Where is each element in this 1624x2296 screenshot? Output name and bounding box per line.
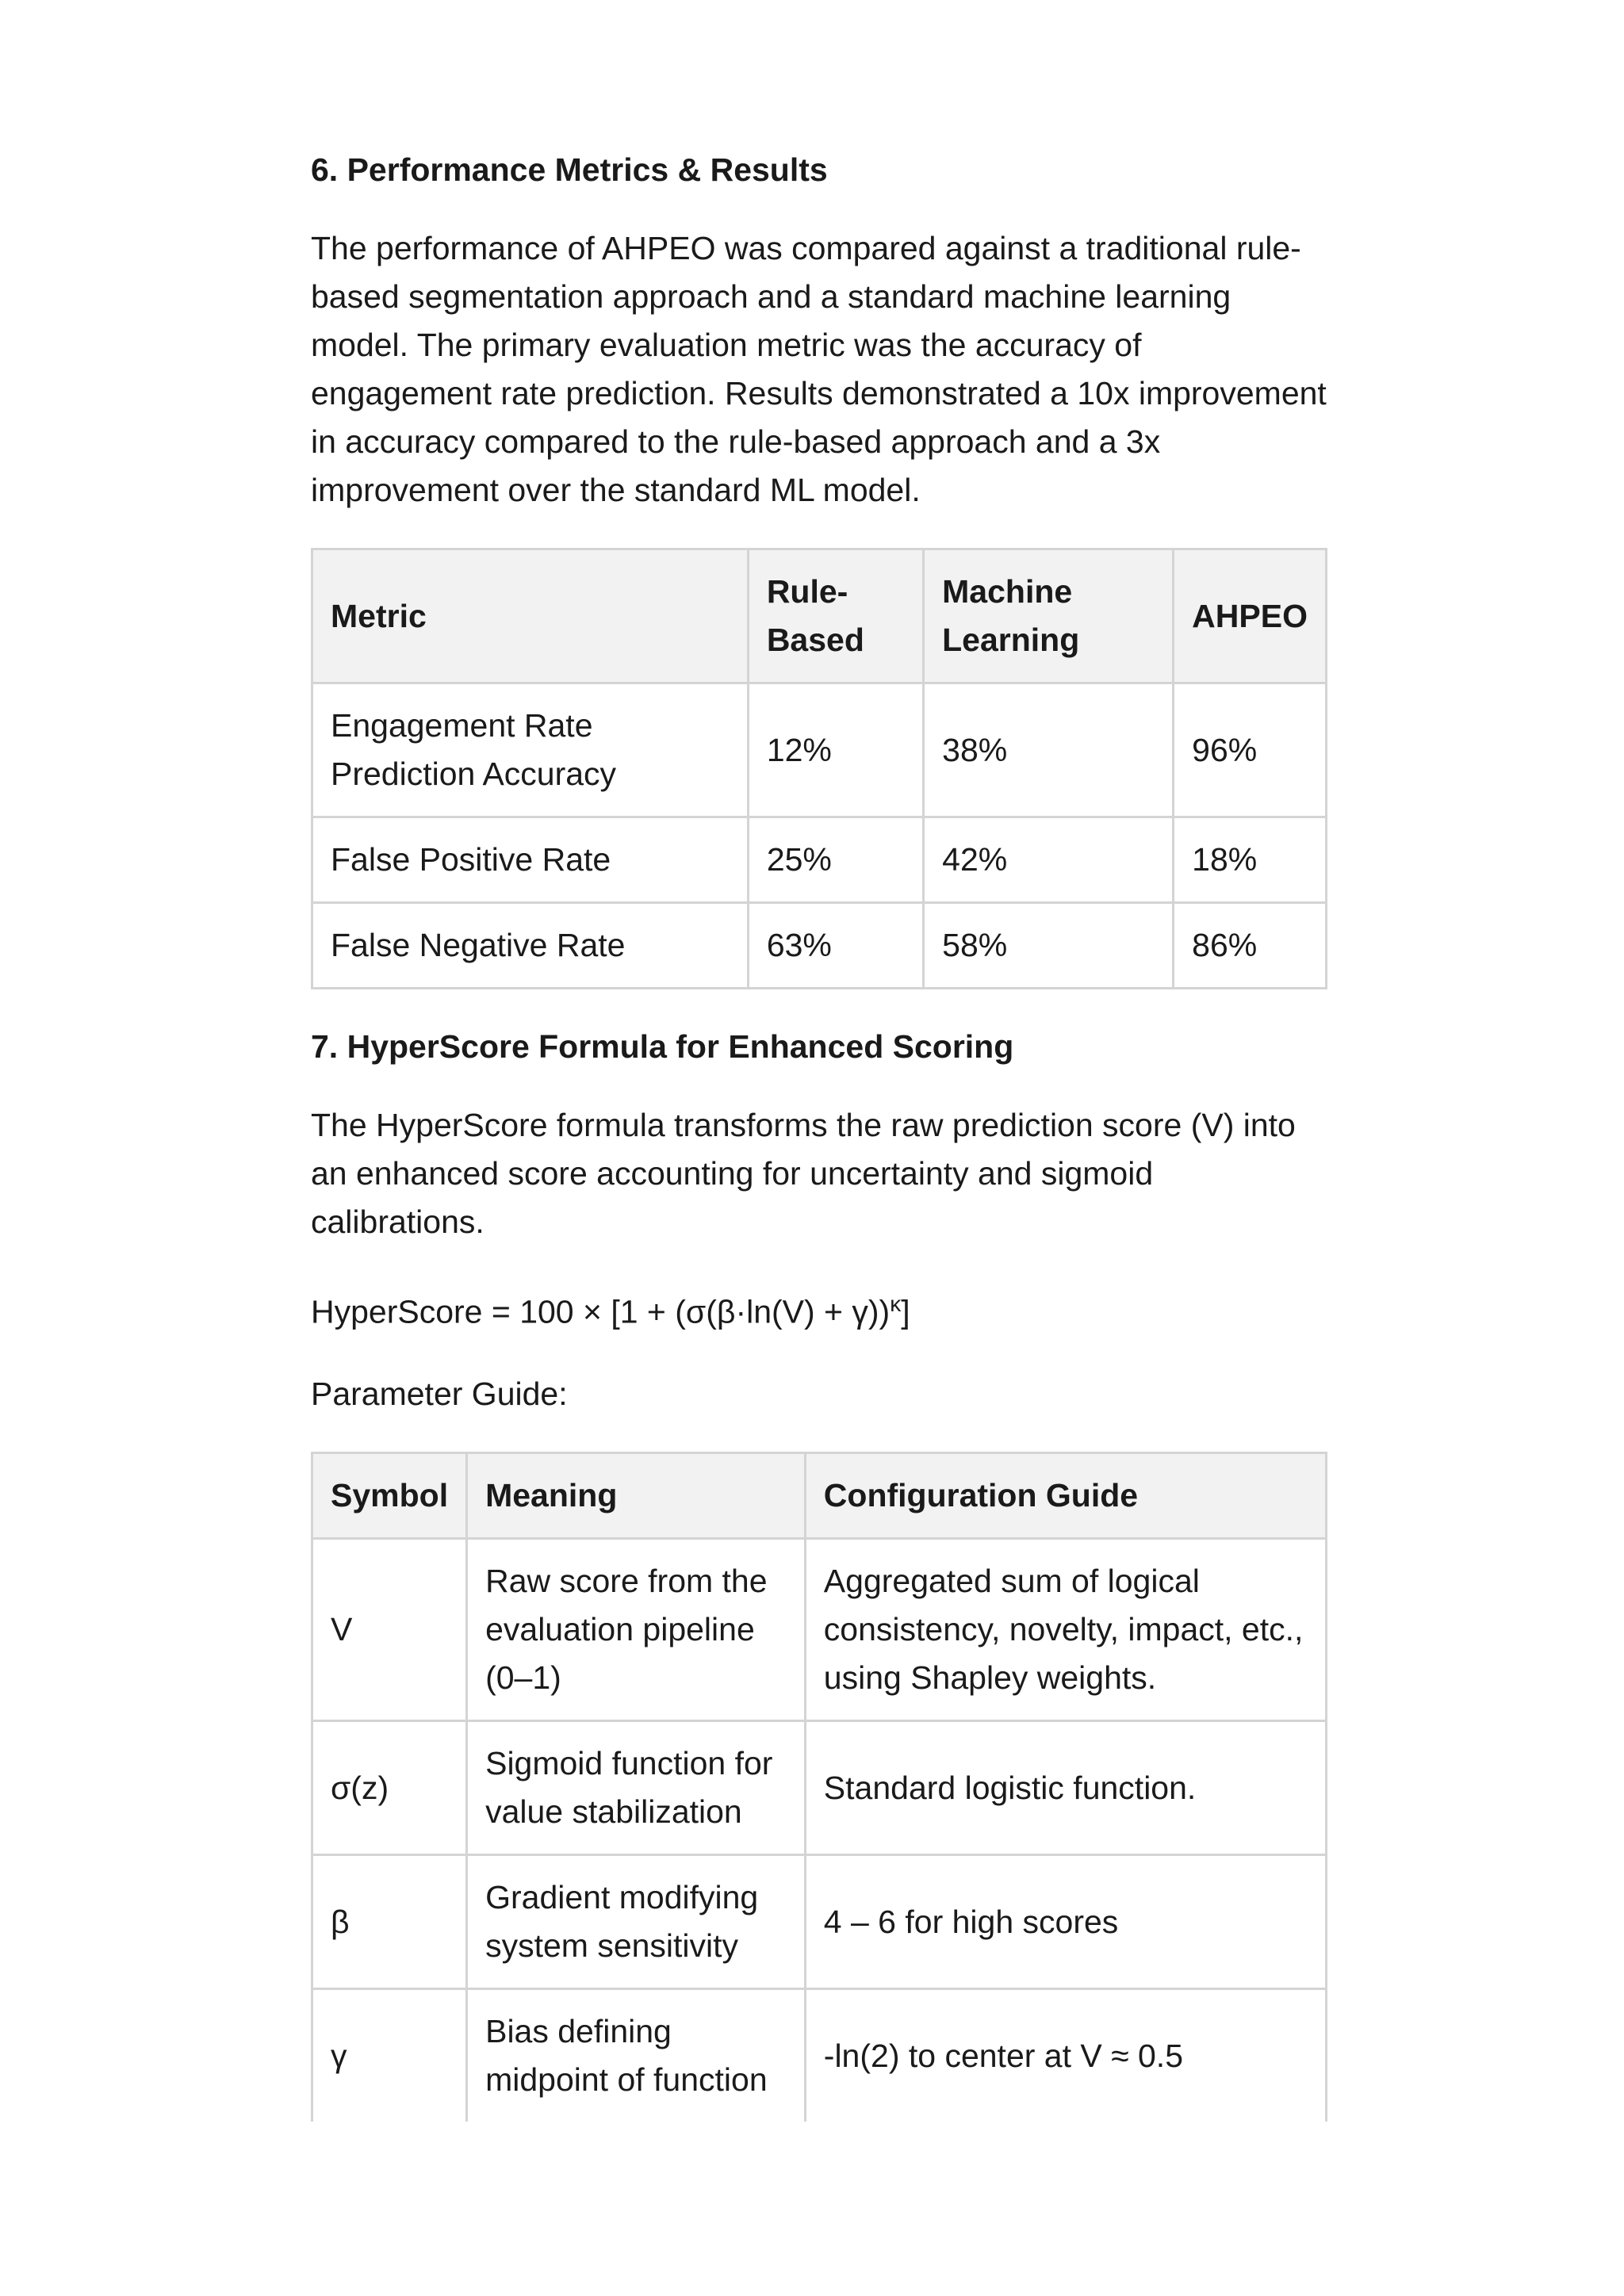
machine-learning-value: 42%: [924, 817, 1174, 903]
parameter-configuration: -ln(2) to center at V ≈ 0.5: [805, 1989, 1326, 2123]
metrics-header-metric: Metric: [312, 549, 749, 683]
table-row: [312, 817, 1327, 903]
table-row: [312, 1539, 1327, 1721]
parameter-meaning: Gradient modifying system sensitivity: [467, 1855, 806, 1989]
formula-close: ]: [901, 1294, 910, 1331]
formula-exponent: κ: [890, 1292, 902, 1317]
section-6-paragraph: The performance of AHPEO was compared against a traditional rule-based segmentation approach and a standard machine learning model. The primary evaluation metric was the accuracy of engagement rate prediction. Results demonstrated a 10x improvement in accuracy compared to the rule-based approach and a 3x improvement over the standard ML model.: [311, 230, 1327, 509]
machine-learning-value: 58%: [924, 903, 1174, 989]
metrics-table: [311, 548, 1327, 989]
section-7-paragraph: The HyperScore formula transforms the raw prediction score (V) into an enhanced score accounting for uncertainty and sigmoid calibrations.: [311, 1107, 1296, 1241]
ahpeo-value: 86%: [1174, 903, 1327, 989]
metrics-header-machine-learning: Machine Learning: [924, 549, 1174, 683]
table-row: [312, 1855, 1327, 1989]
metric-name: Engagement Rate Prediction Accuracy: [312, 683, 749, 817]
metric-name: False Negative Rate: [312, 903, 749, 989]
table-row: [312, 903, 1327, 989]
parameter-table: [311, 1452, 1327, 2225]
ahpeo-value: 96%: [1174, 683, 1327, 817]
rule-based-value: 12%: [748, 683, 923, 817]
section-7-heading: 7. HyperScore Formula for Enhanced Scoring: [311, 1028, 1014, 1066]
parameter-symbol: β: [312, 1855, 467, 1989]
table-row: [312, 1989, 1327, 2123]
metric-name: False Positive Rate: [312, 817, 749, 903]
parameter-configuration: 4 – 6 for high scores: [805, 1855, 1326, 1989]
parameter-header-meaning: Meaning: [467, 1453, 806, 1539]
table-row: [312, 1721, 1327, 1855]
section-6-heading: 6. Performance Metrics & Results: [311, 151, 828, 188]
parameter-meaning: Raw score from the evaluation pipeline (0–1): [467, 1539, 806, 1721]
parameter-meaning: Sigmoid function for value stabilization: [467, 1721, 806, 1855]
parameter-symbol: γ: [312, 1989, 467, 2123]
formula-main: HyperScore = 100 × [1 + (σ(β·ln(V) + γ)): [311, 1294, 891, 1331]
parameter-table-header-row: [312, 1453, 1327, 1539]
table-row: [312, 683, 1327, 817]
page-cutoff-mask: [0, 2122, 1624, 2296]
metrics-header-ahpeo: AHPEO: [1174, 549, 1327, 683]
document-page: [311, 151, 1327, 2263]
parameter-meaning: Bias defining midpoint of function: [467, 1989, 806, 2123]
rule-based-value: 25%: [748, 817, 923, 903]
rule-based-value: 63%: [748, 903, 923, 989]
parameter-configuration: Aggregated sum of logical consistency, novelty, impact, etc., using Shapley weights.: [805, 1539, 1326, 1721]
parameter-symbol: V: [312, 1539, 467, 1721]
parameter-header-configuration: Configuration Guide: [805, 1453, 1326, 1539]
parameter-guide-label: Parameter Guide:: [311, 1376, 568, 1413]
hyperscore-formula: [311, 1280, 1327, 1337]
metrics-table-header-row: [312, 549, 1327, 683]
parameter-configuration: Standard logistic function.: [805, 1721, 1326, 1855]
parameter-symbol: σ(z): [312, 1721, 467, 1855]
parameter-header-symbol: Symbol: [312, 1453, 467, 1539]
machine-learning-value: 38%: [924, 683, 1174, 817]
ahpeo-value: 18%: [1174, 817, 1327, 903]
metrics-header-rule-based: Rule-Based: [748, 549, 923, 683]
